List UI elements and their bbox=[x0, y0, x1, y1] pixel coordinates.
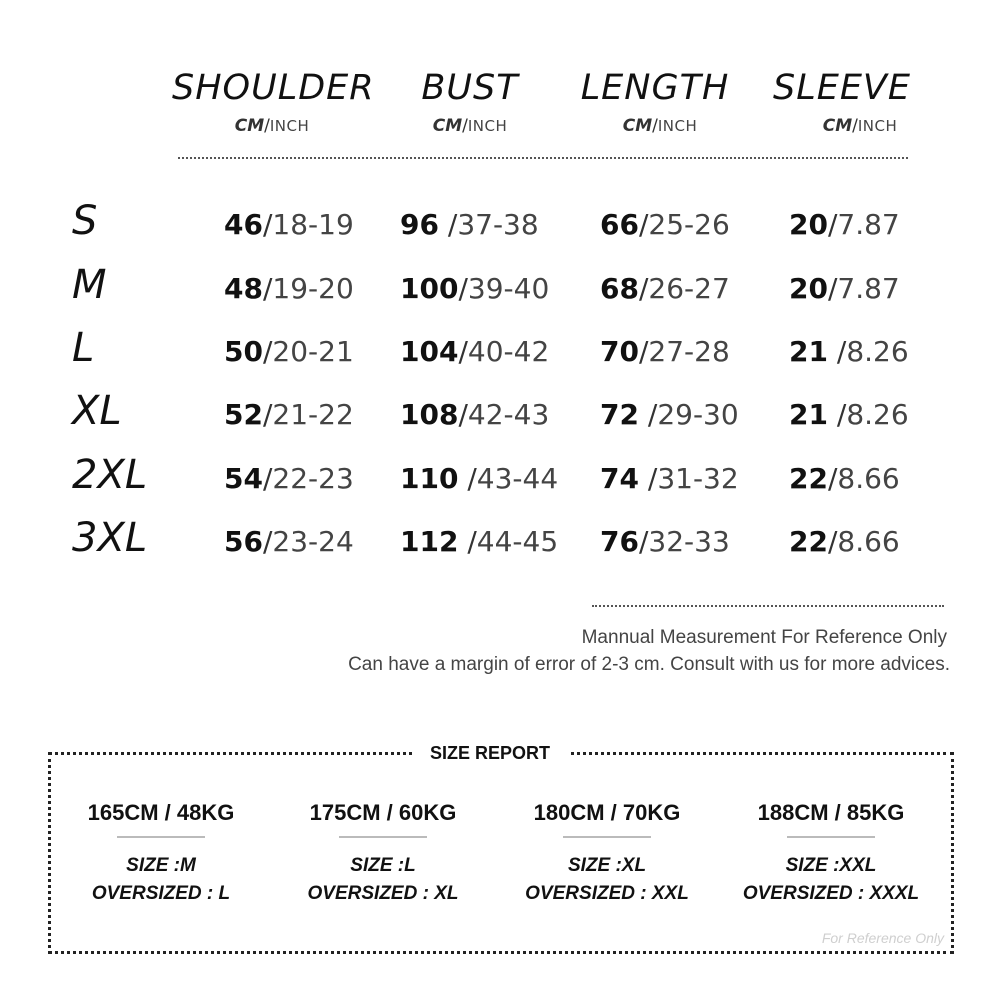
inch-value: 40-42 bbox=[467, 335, 550, 368]
size-label: L bbox=[72, 325, 95, 371]
inch-value: 18-19 bbox=[272, 208, 354, 241]
oversized-size: OVERSIZED : L bbox=[91, 883, 231, 904]
bust-cell: 96 /37-38 bbox=[400, 208, 539, 241]
cm-value: 21 bbox=[789, 398, 828, 431]
inch-value: 37-38 bbox=[457, 208, 539, 241]
cm-value: 48 bbox=[224, 272, 263, 305]
unit-inch: INCH bbox=[657, 117, 698, 135]
sleeve-cell: 20/7.87 bbox=[789, 272, 900, 305]
reference-note: Mannual Measurement For Reference Only bbox=[581, 627, 947, 648]
size-report-entry bbox=[46, 800, 276, 908]
unit-label-shoulder: CM/INCH bbox=[234, 116, 310, 136]
sleeve-cell: 22/8.66 bbox=[789, 525, 900, 558]
cm-value: 96 bbox=[400, 208, 439, 241]
unit-cm: CM bbox=[822, 116, 853, 136]
inch-value: 44-45 bbox=[476, 525, 559, 558]
oversized-size: OVERSIZED : XXL bbox=[525, 883, 689, 904]
inch-value: 8.26 bbox=[846, 335, 909, 368]
recommended-size: SIZE :L bbox=[350, 855, 416, 876]
inch-value: 8.66 bbox=[837, 462, 900, 495]
table-row bbox=[0, 262, 1000, 312]
sleeve-cell: 22/8.66 bbox=[789, 462, 900, 495]
unit-inch: INCH bbox=[467, 117, 508, 135]
inch-value: 26-27 bbox=[648, 272, 730, 305]
cm-value: 50 bbox=[224, 335, 263, 368]
height-weight: 175CM / 60KG bbox=[309, 800, 457, 825]
reference-only-footnote: For Reference Only bbox=[821, 930, 944, 946]
entry-underline bbox=[563, 836, 651, 838]
size-label: S bbox=[72, 198, 98, 244]
entry-underline bbox=[339, 836, 427, 838]
table-row bbox=[0, 452, 1000, 502]
notes-divider bbox=[592, 605, 944, 607]
bust-cell: 104/40-42 bbox=[400, 335, 550, 368]
bust-cell: 108/42-43 bbox=[400, 398, 550, 431]
size-report-entry bbox=[492, 800, 722, 908]
size-label: 3XL bbox=[72, 515, 148, 561]
height-weight: 188CM / 85KG bbox=[757, 800, 905, 825]
cm-value: 56 bbox=[224, 525, 263, 558]
inch-value: 7.87 bbox=[837, 208, 900, 241]
length-cell: 66/25-26 bbox=[600, 208, 730, 241]
cm-value: 20 bbox=[789, 272, 828, 305]
unit-label-bust: CM/INCH bbox=[432, 116, 508, 136]
recommended-size: SIZE :XL bbox=[567, 855, 647, 876]
column-title: SHOULDER bbox=[172, 68, 375, 108]
shoulder-cell: 50/20-21 bbox=[224, 335, 354, 368]
cm-value: 74 bbox=[600, 462, 639, 495]
unit-inch: INCH bbox=[857, 117, 898, 135]
cm-value: 52 bbox=[224, 398, 263, 431]
unit-cm: CM bbox=[432, 116, 463, 136]
recommended-size: SIZE :XXL bbox=[785, 855, 877, 876]
oversized-size: OVERSIZED : XXXL bbox=[742, 883, 920, 904]
length-cell: 70/27-28 bbox=[600, 335, 730, 368]
bust-cell: 110 /43-44 bbox=[400, 462, 559, 495]
inch-value: 8.66 bbox=[837, 525, 900, 558]
inch-value: 32-33 bbox=[648, 525, 730, 558]
table-row bbox=[0, 198, 1000, 248]
column-title: SLEEVE bbox=[772, 68, 911, 108]
entry-underline bbox=[787, 836, 875, 838]
shoulder-cell: 52/21-22 bbox=[224, 398, 354, 431]
shoulder-cell: 56/23-24 bbox=[224, 525, 354, 558]
sleeve-cell: 21 /8.26 bbox=[789, 398, 909, 431]
size-report-title: SIZE REPORT bbox=[412, 743, 568, 764]
cm-value: 66 bbox=[600, 208, 639, 241]
entry-underline bbox=[117, 836, 205, 838]
unit-cm: CM bbox=[622, 116, 653, 136]
length-cell: 74 /31-32 bbox=[600, 462, 739, 495]
error-margin-note: Can have a margin of error of 2-3 cm. Consult with us for more advices. bbox=[348, 654, 950, 675]
length-cell: 72 /29-30 bbox=[600, 398, 739, 431]
cm-value: 46 bbox=[224, 208, 263, 241]
column-title: LENGTH bbox=[580, 68, 730, 108]
size-report-entry bbox=[268, 800, 498, 908]
cm-value: 54 bbox=[224, 462, 263, 495]
cm-value: 112 bbox=[400, 525, 459, 558]
inch-value: 27-28 bbox=[648, 335, 730, 368]
shoulder-cell: 48/19-20 bbox=[224, 272, 354, 305]
size-report-entry bbox=[716, 800, 946, 908]
inch-value: 8.26 bbox=[846, 398, 909, 431]
cm-value: 104 bbox=[400, 335, 459, 368]
size-label: 2XL bbox=[72, 452, 148, 498]
sleeve-cell: 21 /8.26 bbox=[789, 335, 909, 368]
inch-value: 31-32 bbox=[657, 462, 739, 495]
bust-cell: 112 /44-45 bbox=[400, 525, 559, 558]
height-weight: 180CM / 70KG bbox=[533, 800, 681, 825]
unit-label-length: CM/INCH bbox=[622, 116, 698, 136]
inch-value: 43-44 bbox=[476, 462, 559, 495]
sleeve-cell: 20/7.87 bbox=[789, 208, 900, 241]
table-row bbox=[0, 515, 1000, 565]
unit-inch: INCH bbox=[269, 117, 310, 135]
unit-label-sleeve: CM/INCH bbox=[822, 116, 898, 136]
inch-value: 39-40 bbox=[467, 272, 550, 305]
inch-value: 42-43 bbox=[467, 398, 550, 431]
size-label: XL bbox=[72, 388, 122, 434]
inch-value: 25-26 bbox=[648, 208, 730, 241]
cm-value: 22 bbox=[789, 525, 828, 558]
cm-value: 108 bbox=[400, 398, 459, 431]
height-weight: 165CM / 48KG bbox=[87, 800, 235, 825]
cm-value: 110 bbox=[400, 462, 459, 495]
shoulder-cell: 54/22-23 bbox=[224, 462, 354, 495]
cm-value: 72 bbox=[600, 398, 639, 431]
size-label: M bbox=[72, 262, 107, 308]
table-row bbox=[0, 388, 1000, 438]
inch-value: 23-24 bbox=[272, 525, 354, 558]
inch-value: 29-30 bbox=[657, 398, 739, 431]
cm-value: 70 bbox=[600, 335, 639, 368]
recommended-size: SIZE :M bbox=[126, 855, 196, 876]
inch-value: 22-23 bbox=[272, 462, 354, 495]
cm-value: 76 bbox=[600, 525, 639, 558]
inch-value: 20-21 bbox=[272, 335, 354, 368]
table-row bbox=[0, 325, 1000, 375]
oversized-size: OVERSIZED : XL bbox=[307, 883, 459, 904]
cm-value: 22 bbox=[789, 462, 828, 495]
column-title: BUST bbox=[421, 68, 519, 108]
bust-cell: 100/39-40 bbox=[400, 272, 550, 305]
shoulder-cell: 46/18-19 bbox=[224, 208, 354, 241]
inch-value: 7.87 bbox=[837, 272, 900, 305]
length-cell: 76/32-33 bbox=[600, 525, 730, 558]
inch-value: 21-22 bbox=[272, 398, 354, 431]
cm-value: 68 bbox=[600, 272, 639, 305]
cm-value: 100 bbox=[400, 272, 459, 305]
unit-cm: CM bbox=[234, 116, 265, 136]
inch-value: 19-20 bbox=[272, 272, 354, 305]
length-cell: 68/26-27 bbox=[600, 272, 730, 305]
cm-value: 20 bbox=[789, 208, 828, 241]
cm-value: 21 bbox=[789, 335, 828, 368]
